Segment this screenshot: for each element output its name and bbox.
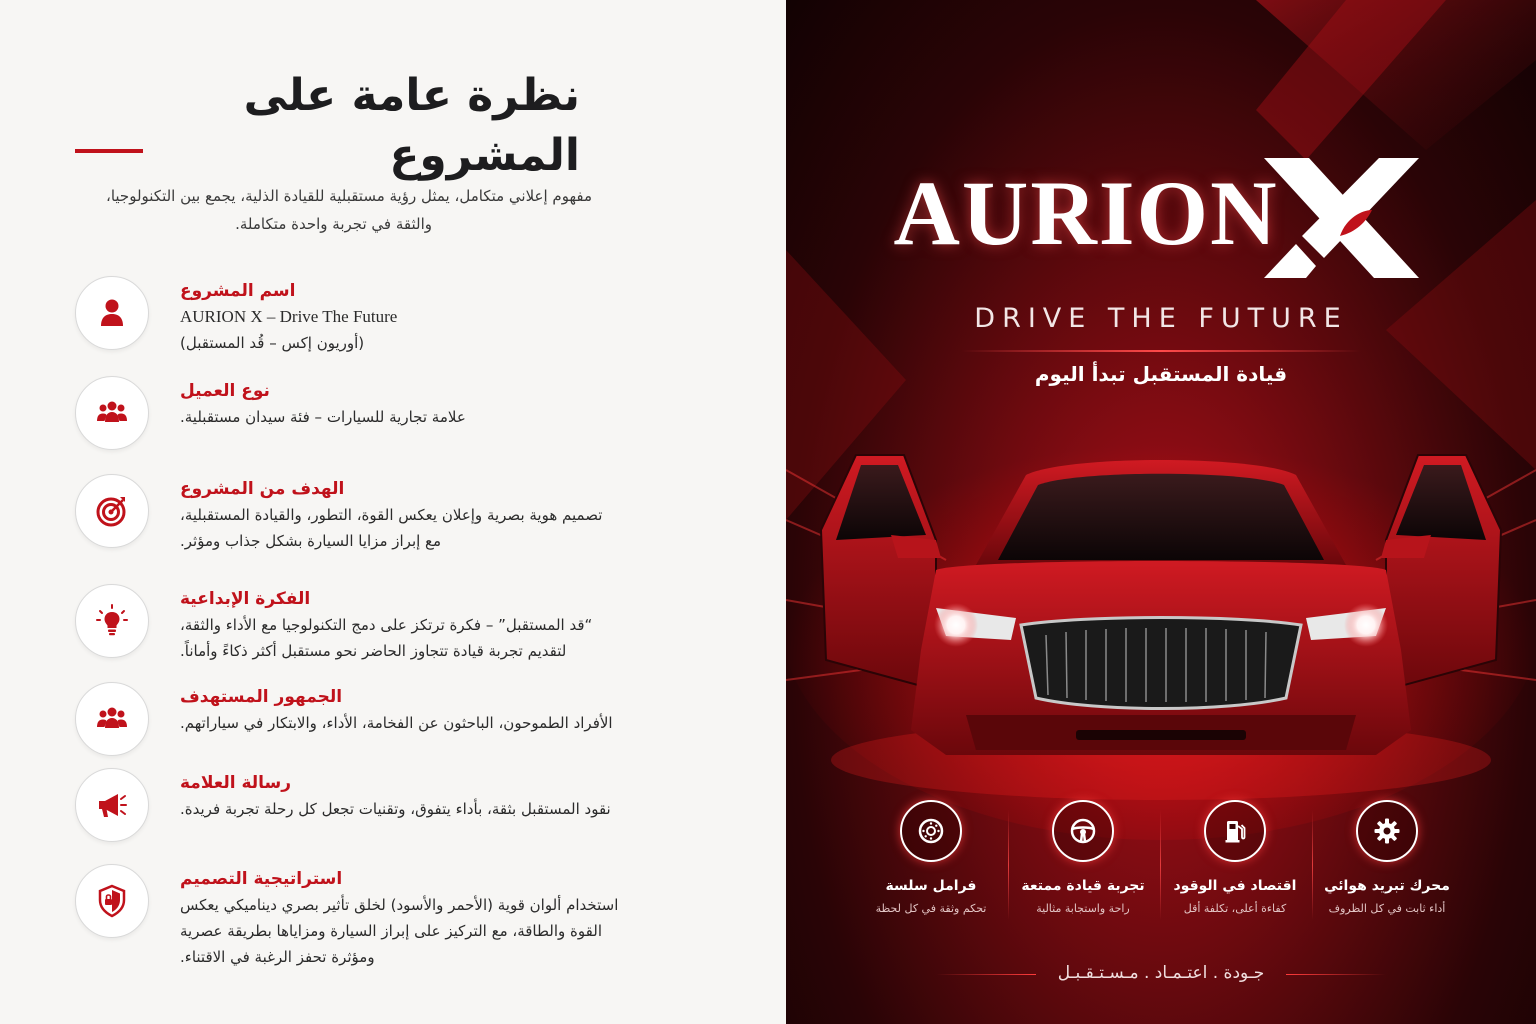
item-label: اسم المشروع: [180, 281, 296, 301]
feature-fuel: [1160, 800, 1310, 915]
item-value: تصميم هوية بصرية وإعلان يعكس القوة، التطور، والقيادة المستقبلية،: [180, 506, 603, 524]
feature-subtitle: راحة واستجابة مثالية: [1036, 902, 1130, 915]
feature-subtitle: أداء ثابت في كل الظروف: [1328, 902, 1446, 915]
feature-subtitle: تحكم وثقة في كل لحظة: [875, 902, 987, 915]
tagline-english: DRIVE THE FUTURE: [974, 303, 1348, 334]
feature-driving: [1008, 800, 1158, 915]
item-label: الجمهور المستهدف: [180, 687, 343, 707]
feature-title: تجربة قيادة ممتعة: [1021, 878, 1145, 894]
ad-poster: [786, 0, 1536, 1024]
tagline-divider: [961, 350, 1361, 352]
item-value: AURION X – Drive The Future: [180, 307, 398, 326]
item-value: لتقديم تجربة قيادة تتجاوز الحاضر نحو مستقبل أكثر ذكاءً وأماناً.: [180, 642, 567, 660]
user-icon: [75, 276, 149, 350]
feature-title: اقتصاد في الوقود: [1173, 878, 1297, 894]
feature-title: محرك تبريد هوائي: [1324, 878, 1450, 894]
feature-engine: [1312, 800, 1462, 915]
steering-wheel-icon: [1052, 800, 1114, 862]
item-label: رسالة العلامة: [180, 773, 292, 793]
feature-subtitle: كفاءة أعلى، تكلفة أقل: [1183, 902, 1287, 915]
item-label: الهدف من المشروع: [180, 479, 345, 499]
item-value: “قد المستقبل” – فكرة ترتكز على دمج التكنولوجيا مع الأداء والثقة،: [180, 616, 593, 634]
brand-name: AURION: [893, 162, 1279, 264]
item-value: علامة تجارية للسيارات – فئة سيدان مستقبلية.: [180, 408, 466, 426]
feature-brakes: [856, 800, 1006, 915]
brand-x-logo: [1254, 148, 1424, 288]
title-underline: [75, 149, 143, 153]
item-value: نقود المستقبل بثقة، بأداء يتفوق، وتقنيات تجعل كل رحلة تجربة فريدة.: [180, 800, 611, 818]
shield-icon: [75, 864, 149, 938]
item-label: نوع العميل: [180, 381, 270, 401]
item-value: مع إبراز مزايا السيارة بشكل جذاب ومؤثر.: [180, 532, 442, 550]
group-icon: [75, 376, 149, 450]
tagline-arabic: قيادة المستقبل تبدأ اليوم: [1034, 362, 1288, 386]
item-label: الفكرة الإبداعية: [180, 589, 311, 609]
item-value: (أوريون إكس – قُد المستقبل): [180, 334, 365, 352]
feature-row: [856, 800, 1466, 925]
item-label: استراتيجية التصميم: [180, 869, 343, 889]
item-value: استخدام ألوان قوية (الأحمر والأسود) لخلق تأثير بصري ديناميكي يعكس: [180, 896, 619, 914]
item-value: الأفراد الطموحون، الباحثون عن الفخامة، الأداء، والابتكار في سياراتهم.: [180, 714, 613, 732]
engine-gear-icon: [1356, 800, 1418, 862]
fuel-pump-icon: [1204, 800, 1266, 862]
item-value: ومؤثرة تحفز الرغبة في الاقتناء.: [180, 948, 375, 966]
audience-icon: [75, 682, 149, 756]
page-title: نظرة عامة على المشروع: [243, 70, 580, 181]
brake-disc-icon: [900, 800, 962, 862]
feature-title: فرامل سلسة: [885, 878, 977, 894]
intro-paragraph: [60, 182, 592, 238]
poster-footer: جـودة . اعتـمـاد . مـسـتـقـبـل: [1057, 963, 1265, 983]
megaphone-icon: [75, 768, 149, 842]
target-icon: [75, 474, 149, 548]
car-illustration: [786, 430, 1536, 810]
lightbulb-icon: [75, 584, 149, 658]
intro-line-2: والثقة في تجربة واحدة متكاملة.: [235, 215, 432, 233]
item-value: القوة والطاقة، مع التركيز على إبراز السيارة ومزاياها بطريقة عصرية: [180, 922, 602, 940]
intro-line-1: مفهوم إعلاني متكامل، يمثل رؤية مستقبلية للقيادة الذلية، يجمع بين التكنولوجيا،: [105, 187, 592, 205]
